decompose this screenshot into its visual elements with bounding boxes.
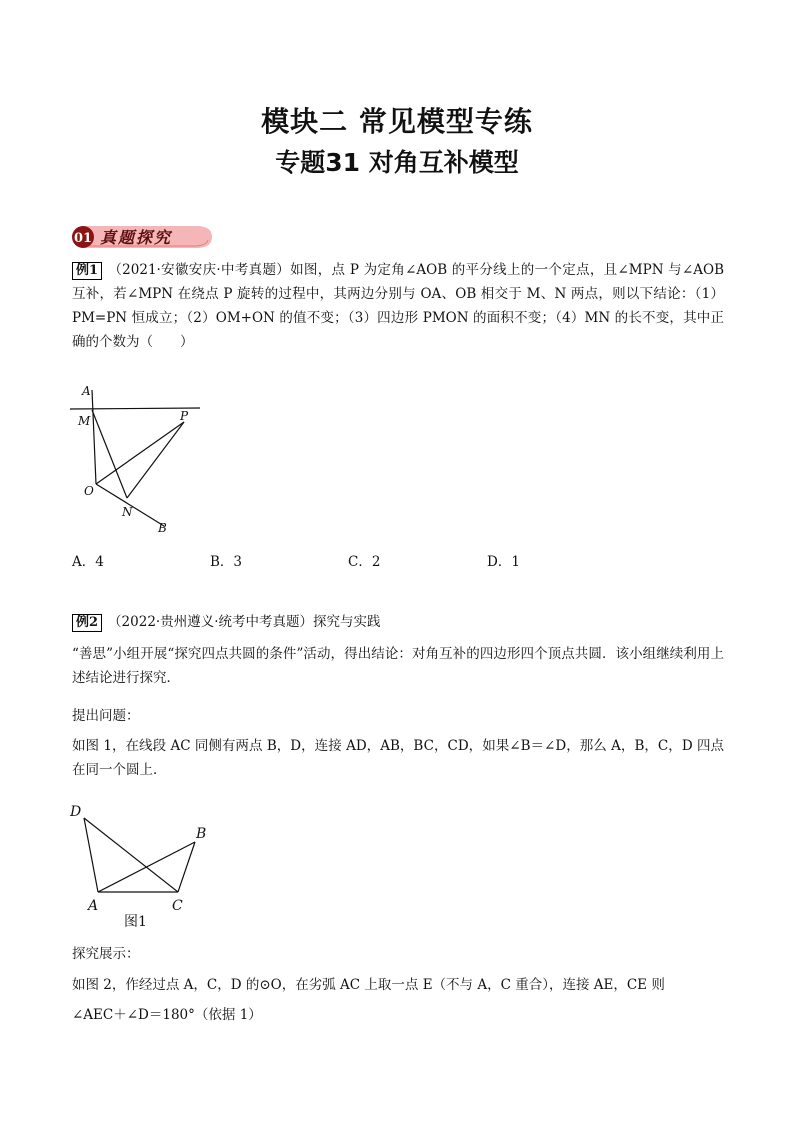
label-C: C	[172, 898, 183, 914]
topic-title: 专题31 对角互补模型	[275, 148, 519, 177]
example1-body: （2021·安徽安庆·中考真题）如图，点 P 为定角∠AOB 的平分线上的一个定点，且∠MPN 与∠AOB 互补，若∠MPN 在绕点 P 旋转的过程中，其两边分别与 OA、OB 相交于 M、N 两点，则以下结论：（1）PM=PN 恒成立；（2）OM+ON 的值不变；（3）四边形 PMON 的面积不变；（4）MN 的长不变，其中正确的个数为（ ）	[72, 262, 724, 350]
example1-text	[72, 258, 724, 354]
option-d: D．1	[487, 554, 520, 570]
example1-tag: 例1	[72, 262, 102, 280]
module-title: 模块二 常见模型专练	[261, 105, 533, 138]
figure-caption: 图1	[124, 914, 147, 930]
label-D: D	[70, 804, 82, 820]
option-a: A．4	[72, 554, 104, 570]
section-badge	[70, 222, 218, 252]
badge-number: 01	[73, 231, 93, 246]
example1-figure	[70, 380, 210, 540]
display-line2: ∠AEC＋∠D＝180°（依据 1）	[72, 1007, 262, 1023]
badge-label: 真题探究	[100, 228, 173, 247]
label-N: N	[122, 505, 133, 519]
example2-tag: 例2	[72, 614, 102, 632]
option-b: B．3	[210, 554, 243, 570]
question-text: 如图 1，在线段 AC 同侧有两点 B，D，连接 AD，AB，BC，CD，如果∠B＝∠D，那么 A，B，C，D 四点在同一个圆上．	[72, 738, 724, 778]
label-B2: B	[196, 826, 207, 842]
example2-source-line	[72, 610, 724, 634]
label-M: M	[78, 414, 91, 428]
option-c: C．2	[348, 554, 381, 570]
label-A1: A	[82, 384, 91, 398]
label-P: P	[180, 409, 189, 423]
display-heading: 探究展示：	[72, 946, 140, 962]
example2-figure	[68, 800, 218, 930]
display-line1: 如图 2，作经过点 A，C，D 的⊙O，在劣弧 AC 上取一点 E（不与 A，C 重合），连接 AE，CE 则	[72, 977, 665, 993]
label-B1: B	[158, 521, 167, 535]
label-O: O	[84, 484, 94, 498]
label-A2: A	[88, 898, 99, 914]
question-heading: 提出问题：	[72, 708, 140, 724]
example2-source: （2022·贵州遵义·统考中考真题）探究与实践	[108, 614, 381, 630]
example2-intro: “善思”小组开展“探究四点共圆的条件”活动，得出结论：对角互补的四边形四个顶点共圆．该小组继续利用上述结论进行探究．	[72, 646, 724, 686]
